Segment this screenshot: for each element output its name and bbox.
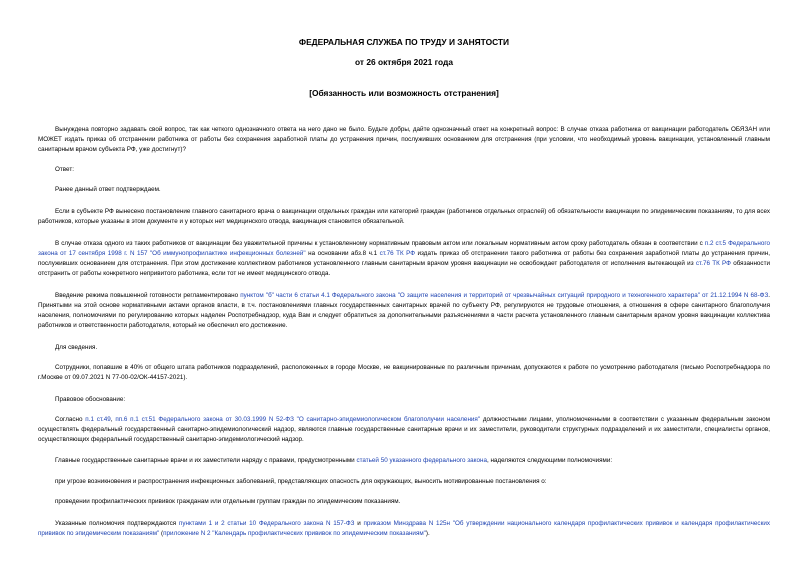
order-125n-link[interactable]: приказом Минздрава N 125н "Об утверждении национального календаря профилактических прививок и календаря профилактических прививок по эпидемическим показаниям": [38, 520, 770, 537]
moscow-paragraph: Сотрудники, попавшие в 40% от общего штата работников подразделений, расположенных в городе Москве, не вакцинированные по различным причинам, допускаются к работе по усмотрению работодателя (письмо Роспотребнадзора по г.Москве от 09.07.2021 N 77-00-02/ОК-44157-2021).: [38, 364, 770, 381]
legal-basis-paragraph: [38, 415, 770, 445]
final-text-1: Указанные полномочия подтверждаются: [55, 520, 179, 527]
powers-paragraph: [38, 456, 770, 466]
law-52-art50-link[interactable]: статьей 50 указанного федерального закона: [356, 457, 487, 464]
basis-text-3: должностными лицами, уполномоченными в соответствии с указанным федеральным законом осуществлять федеральный государственный санитарно-эпидемиологический надзор, являются главные государственные санитарные врачи и их заместители, руководители структурных подразделений и их заместители, специалисты органов, осуществляющих федеральный государственный санитарно-эпидемиологический надзор.: [38, 416, 770, 443]
powers-text-2: , наделяются следующими полномочиями:: [486, 457, 613, 464]
legal-basis-label: Правовое обоснование:: [55, 396, 126, 403]
answer-label: Ответ:: [55, 166, 74, 173]
labor-code-76-link[interactable]: ст.76 ТК РФ: [379, 250, 416, 257]
document-page: [38, 0, 770, 571]
final-text-3: (: [159, 530, 164, 537]
document-date: от 26 октября 2021 года: [355, 57, 453, 67]
refusal-text-2: на основании: [305, 250, 351, 257]
final-paragraph: [38, 519, 770, 539]
labor-code-76-link-2[interactable]: ст.76 ТК РФ: [695, 260, 731, 267]
final-text-4: ).: [425, 530, 430, 537]
regime-text-2: . Принятыми на этой основе нормативными актами органов власти, в т.ч. постановлениями главных государственных санитарных врачей по субъекту РФ, регулируются не трудовые отношения, а отношения в сфере санитарного благополучия населения, полномочиями по регулированию которых наделен Роспотребнадзор, куда Вам и следует обратиться за дополнительными разъяснениями в части расчета установленного главным санитарным врачом уровня вакцинации коллектива работников и ответственности работодателя, который не обеспечил его достижение.: [38, 292, 771, 329]
final-text-2: и: [354, 520, 364, 527]
question-paragraph: Вынуждена повторно задавать свой вопрос, так как четкого однозначного ответа на него дано не было. Будьте добры, дайте однозначный ответ на конкретный вопрос: В случае отказа работника от вакцинации работодатель ОБЯЗАН или МОЖЕТ издать приказ об отстранении работника от работы без сохранения заработной платы до устранения причин, послуживших основанием для отстранения (при условии, что необходимый уровень вакцинации, установленный главным санитарным врачом субъекта РФ, уже достигнут)?: [38, 126, 770, 153]
powers-text-1: Главные государственные санитарные врачи и их заместители наряду с правами, предусмотренными: [55, 457, 357, 464]
refusal-text-1: В случае отказа одного из таких работников от вакцинации без уважительной причины к установленному нормативным правовым актом или локальным нормативным актом сроку работодатель обязан в соответствии с: [55, 240, 705, 247]
agency-title: ФЕДЕРАЛЬНАЯ СЛУЖБА ПО ТРУДУ И ЗАНЯТОСТИ: [298, 37, 510, 47]
refusal-text-3: абз.8 ч.1: [350, 250, 380, 257]
law-52-art51-link[interactable]: пп.6 п.1 ст.51 Федерального закона от 30.03.1999 N 52-ФЗ "О санитарно-эпидемиологическом благополучии населения": [115, 416, 481, 423]
regime-text-1: Введение режима повышенной готовности регламентировано: [55, 292, 241, 299]
appendix-2-link[interactable]: приложение N 2 "Календарь профилактических прививок по эпидемическим показаниям": [163, 530, 426, 537]
info-label: Для сведения.: [55, 344, 98, 351]
confirmed-paragraph: Ранее данный ответ подтверждаем.: [55, 186, 161, 193]
basis-text-1: Согласно: [55, 416, 86, 423]
regime-paragraph: [38, 291, 770, 331]
law-52-art49-link[interactable]: п.1 ст.49: [85, 416, 111, 423]
refusal-text-4: издать приказ об отстранении такого работника от работы без сохранения заработной платы до устранения причин, послуживших основанием для отстранения. При этом достижение коллективом работников установленного главным санитарным врачом уровня вакцинации не освобождает работодателя от исполнения вытекающей из: [38, 250, 770, 267]
basis-text-2: ,: [110, 416, 116, 423]
refusal-text-5: обязанности отстранить от работы конкретного непривитого работника, если тот не имеет медицинского отвода.: [38, 260, 770, 277]
threat-paragraph: при угрозе возникновения и распространения инфекционных заболеваний, представляющих опасность для окружающих, выносить мотивированные постановления о:: [55, 478, 547, 485]
region-vaccination-paragraph: Если в субъекте РФ вынесено постановление главного санитарного врача о вакцинации отдельных граждан или категорий граждан (работников отдельных отраслей) об обязательности вакцинации по эпидемическим показаниям, то для всех работников, которые указаны в этом документе и у которых нет медицинского отвода, вакцинация становится обязательной.: [38, 208, 770, 225]
prophylaxis-paragraph: проведении профилактических прививок гражданам или отдельным группам граждан по эпидемическим показаниям.: [55, 498, 401, 505]
refusal-paragraph: [38, 239, 770, 279]
document-subject: [Обязанность или возможность отстранения]: [309, 88, 499, 98]
law-157-art10-link[interactable]: пунктами 1 и 2 статьи 10 Федерального закона N 157-ФЗ: [178, 520, 355, 527]
law-68-link[interactable]: пунктом "б" части 6 статьи 4.1 Федерального закона "О защите населения и территорий от чрезвычайных ситуаций природного и техногенного характера" от 21.12.1994 N 68-ФЗ: [240, 292, 769, 299]
law-157-link[interactable]: п.2 ст.5 Федерального закона от 17 сентября 1998 г. N 157 "Об иммунопрофилактике инфекционных болезней": [38, 240, 770, 257]
